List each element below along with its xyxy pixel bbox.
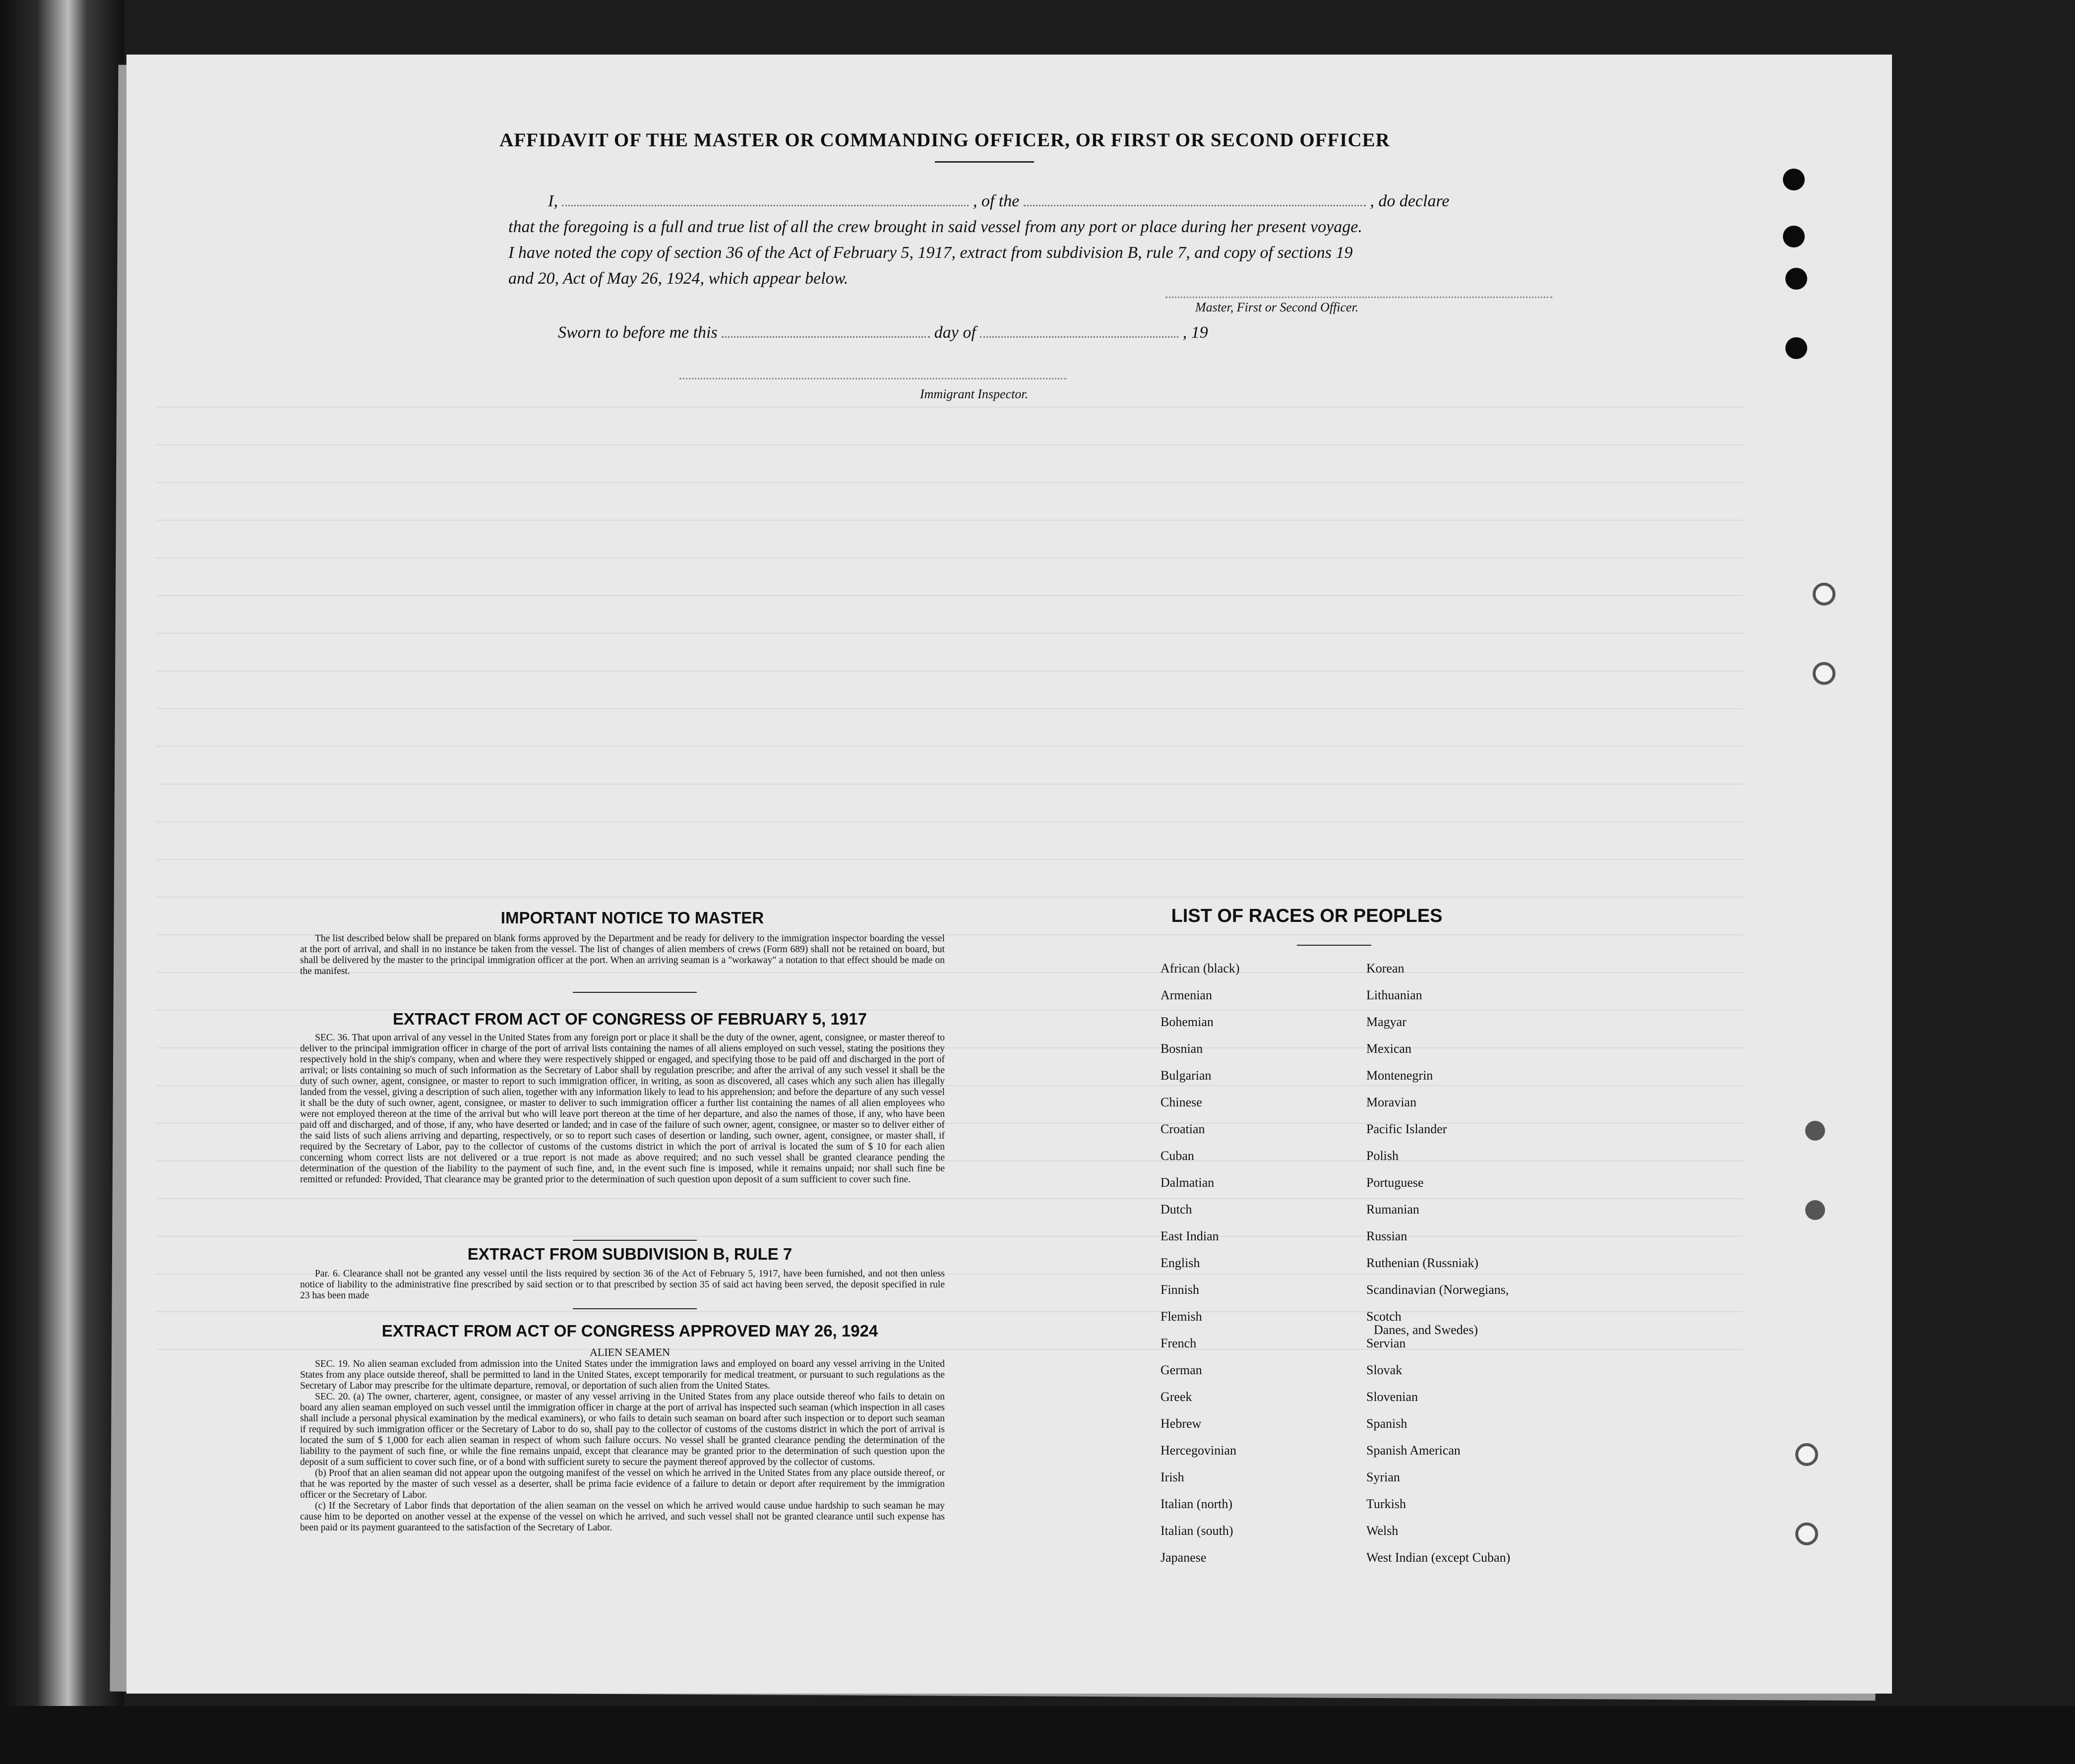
race-item: Bosnian bbox=[1160, 1041, 1203, 1056]
bleed-through-row bbox=[156, 746, 1743, 747]
extract-1924-text bbox=[300, 1359, 945, 1533]
race-item: English bbox=[1160, 1256, 1200, 1270]
bleed-through-row bbox=[156, 670, 1743, 671]
inspector-signature-line[interactable] bbox=[679, 378, 1066, 379]
punch-hole bbox=[1795, 1522, 1818, 1545]
alien-seamen-subtitle: ALIEN SEAMEN bbox=[590, 1346, 670, 1358]
notice-text: The list described below shall be prepared on blank forms approved by the Department and be ready for delivery to the immigration inspector boarding the vessel at the port of arrival, and shall in no instance be taken from the vessel. The list of changes of alien members of crews (Form 689) shall not be retained on board, but shall be delivered by the master to the principal immigration officer at the port. When an arriving seaman is a "workaway" a notation to that effect should be made on the manifest. bbox=[300, 933, 945, 976]
punch-hole bbox=[1805, 1200, 1825, 1220]
race-item: East Indian bbox=[1160, 1229, 1219, 1243]
bleed-through-row bbox=[156, 784, 1743, 785]
race-item: Welsh bbox=[1366, 1523, 1399, 1538]
affidavit-line-2: that the foregoing is a full and true list of all the crew brought in said vessel from any port or place during her present voyage. bbox=[508, 218, 1362, 236]
race-item: Spanish American bbox=[1366, 1443, 1461, 1458]
sworn-month-field[interactable] bbox=[980, 334, 1178, 338]
scan-border-left bbox=[0, 0, 124, 1764]
affidavit-line-4: and 20, Act of May 26, 1924, which appear below. bbox=[508, 269, 849, 288]
punch-hole bbox=[1805, 1121, 1825, 1141]
race-item: Slovenian bbox=[1366, 1390, 1418, 1404]
bleed-through-row bbox=[156, 595, 1743, 596]
punch-hole bbox=[1783, 226, 1805, 247]
bleed-through-row bbox=[156, 821, 1743, 822]
race-item: Hebrew bbox=[1160, 1416, 1202, 1431]
races-left-column bbox=[1160, 962, 1240, 1578]
sec-20a-text: SEC. 20. (a) The owner, charterer, agent, consignee, or master of any vessel arriving in the United States from any place outside thereof who fails to detain on board any alien seaman employed on such vessel until the immigration officer in charge at the port of arrival has inspected such seaman (which inspection in all cases shall include a personal physical examination by the medical examiners), or who fails to detain such seaman on board after such inspection or to deport such seaman if required by such immigration officer or the Secretary of Labor to do so, shall pay to the collector of customs of the customs district in which the port of arrival is located the sum of $ 1,000 for each alien seaman in respect of whom such failure occurs. No vessel shall be granted clearance pending the determination of the liability to the payment of such fine, or while the fine remains unpaid, except that clearance may be granted prior to the determination of such question upon the deposit of a sum sufficient to cover such fine, or of a bond with sufficient surety to secure the payment thereof approved by the collector of customs. bbox=[300, 1392, 945, 1467]
race-item: Ruthenian (Russniak) bbox=[1366, 1256, 1479, 1270]
race-item: Spanish bbox=[1366, 1416, 1407, 1431]
race-item: Dutch bbox=[1160, 1202, 1192, 1217]
inspector-label: Immigrant Inspector. bbox=[920, 387, 1029, 401]
race-item: French bbox=[1160, 1336, 1197, 1350]
punch-hole bbox=[1813, 583, 1835, 606]
punch-hole bbox=[1783, 169, 1805, 190]
sec-20c-text: (c) If the Secretary of Labor finds that deportation of the alien seaman on the vessel on which he arrived would cause undue hardship to such seaman he may cause him to be deported on another vessel at the expense of the vessel on which he arrived, and such vessel shall not be granted clearance until such expense has been paid or its payment guaranteed to the satisfaction of the Secretary of Labor. bbox=[300, 1501, 945, 1533]
bleed-through-row bbox=[156, 444, 1743, 445]
bleed-through-row bbox=[156, 407, 1743, 408]
affidavit-title: AFFIDAVIT OF THE MASTER OR COMMANDING OFFICER, OR FIRST OR SECOND OFFICER bbox=[499, 129, 1390, 151]
title-rule bbox=[935, 161, 1034, 163]
do-declare-label: , do declare bbox=[1370, 192, 1450, 210]
race-item: Slovak bbox=[1366, 1363, 1403, 1377]
races-right-column bbox=[1366, 962, 1510, 1578]
of-the-label: , of the bbox=[973, 192, 1020, 210]
race-item: Finnish bbox=[1160, 1282, 1200, 1297]
race-item: African (black) bbox=[1160, 961, 1240, 975]
race-item: Korean bbox=[1366, 961, 1404, 975]
race-item: Portuguese bbox=[1366, 1175, 1424, 1190]
sworn-label: Sworn to before me this bbox=[558, 323, 718, 342]
race-item: Flemish bbox=[1160, 1309, 1202, 1324]
race-item: Bulgarian bbox=[1160, 1068, 1212, 1083]
punch-hole bbox=[1785, 268, 1807, 290]
notice-title: IMPORTANT NOTICE TO MASTER bbox=[500, 909, 764, 927]
name-field[interactable] bbox=[562, 203, 969, 206]
scan-border-bottom bbox=[0, 1706, 2075, 1764]
race-item: Italian (north) bbox=[1160, 1497, 1233, 1511]
race-item: Magyar bbox=[1366, 1015, 1406, 1029]
race-item: Lithuanian bbox=[1366, 988, 1422, 1002]
punch-hole bbox=[1795, 1443, 1818, 1466]
bleed-through-row bbox=[156, 520, 1743, 521]
race-item: Hercegovinian bbox=[1160, 1443, 1237, 1458]
master-signature-line[interactable] bbox=[1165, 297, 1552, 298]
races-title: LIST OF RACES OR PEOPLES bbox=[1171, 906, 1443, 926]
bleed-through-row bbox=[156, 708, 1743, 709]
race-item: Irish bbox=[1160, 1470, 1184, 1484]
race-item: Moravian bbox=[1366, 1095, 1417, 1109]
race-item: Polish bbox=[1366, 1149, 1399, 1163]
punch-hole bbox=[1813, 662, 1835, 685]
year-label: , 19 bbox=[1182, 323, 1208, 342]
bleed-through-row bbox=[156, 897, 1743, 898]
sec-20b-text: (b) Proof that an alien seaman did not appear upon the outgoing manifest of the vessel on which he arrived in the United States from any place outside thereof, or that he was reported by the master of such vessel as a deserter, shall be prima facie evidence of a failure to detain or deport after requirement by the immigration officer or the Secretary of Labor. bbox=[300, 1468, 945, 1500]
sec-19-text: SEC. 19. No alien seaman excluded from admission into the United States under the immigration laws and employed on board any vessel arriving in the United States from any place outside thereof, shall be permitted to land in the United States, except temporarily for medical treatment, or pursuant to such regulations as the Secretary of Labor may prescribe for the ultimate departure, removal, or deportation of such alien from the United States. bbox=[300, 1359, 945, 1391]
race-item: Cuban bbox=[1160, 1149, 1194, 1163]
affidavit-line-3: I have noted the copy of section 36 of the Act of February 5, 1917, extract from subdivision B, rule 7, and copy of sections 19 bbox=[508, 243, 1353, 262]
sworn-line bbox=[558, 320, 1208, 346]
extract-1924-title: EXTRACT FROM ACT OF CONGRESS APPROVED MAY 26, 1924 bbox=[381, 1322, 878, 1340]
race-item: Scotch bbox=[1366, 1309, 1402, 1324]
race-item: Croatian bbox=[1160, 1122, 1205, 1136]
race-item: Bohemian bbox=[1160, 1015, 1214, 1029]
race-item: Japanese bbox=[1160, 1550, 1207, 1565]
race-item: Armenian bbox=[1160, 988, 1212, 1002]
i-label: I, bbox=[548, 192, 558, 210]
race-item: West Indian (except Cuban) bbox=[1366, 1550, 1511, 1565]
extract-rule7-text: Par. 6. Clearance shall not be granted any vessel until the lists required by section 36 of the Act of February 5, 1917, have been furnished, and not then unless notice of liability to the administrative fine prescribed by said section or to that prescribed by section 35 of said act having been served, the deposit specified in rule 23 has been made bbox=[300, 1269, 945, 1301]
bleed-through-row bbox=[156, 482, 1743, 483]
document-page bbox=[126, 55, 1892, 1694]
divider bbox=[573, 1308, 697, 1309]
extract-1917-text: SEC. 36. That upon arrival of any vessel in the United States from any foreign port or place it shall be the duty of the owner, agent, consignee, or master thereof to deliver to the principal immigration officer in charge of the port of arrival lists containing the names of all aliens employed on such vessel, stating the positions they respectively hold in the ship's company, when and where they were respectively shipped or engaged, and specifying those to be paid off and discharged in the port of arrival; or lists containing so much of such information as the Secretary of Labor shall by regulation prescribe; and after the arrival of any such vessel it shall be the duty of such owner, agent, consignee, or master to report to such immigration officer, in writing, as soon as discovered, all cases which any such alien has illegally landed from the vessel, giving a description of such alien, together with any information likely to lead to his apprehension; and before the departure of any such vessel it shall be the duty of such owner, agent, consignee, or master to deliver to such immigration officer a further list containing the names of all alien employees who were not employed thereon at the time of the arrival but who will leave port thereon at the time of her departure, and also the names of those, if any, who have been paid off and discharged, and of those, if any, who have deserted or landed; and in case of the failure of such owner, agent, consignee, or master so to deliver either of the said lists of such aliens arriving and departing, respectively, or so to report such cases of desertion or landing, such owner, agent, consignee, or master shall, if required by the Secretary of Labor, pay to the collector of customs of the customs district in which the port of arrival is located the sum of $ 10 for each alien concerning whom correct lists are not delivered or a true report is not made as above required; and no such vessel shall be granted clearance pending the determination of the question of the liability to the payment of such fine, and, in the event such fine is imposed, while it remains unpaid; nor shall such fine be remitted or refunded: Provided, That clearance may be granted prior to the determination of such question upon deposit of a sum sufficient to cover such fine. bbox=[300, 1033, 945, 1185]
divider bbox=[573, 992, 697, 993]
divider bbox=[1297, 945, 1371, 946]
race-item: Italian (south) bbox=[1160, 1523, 1233, 1538]
race-item: Russian bbox=[1366, 1229, 1407, 1243]
race-item: Turkish bbox=[1366, 1497, 1406, 1511]
race-item: Rumanian bbox=[1366, 1202, 1419, 1217]
race-item: German bbox=[1160, 1363, 1202, 1377]
race-item: Pacific Islander bbox=[1366, 1122, 1447, 1136]
day-of-label: day of bbox=[934, 323, 976, 342]
race-item: Scandinavian (Norwegians, bbox=[1366, 1282, 1509, 1297]
race-item-continuation: Danes, and Swedes) bbox=[1374, 1323, 1478, 1337]
punch-hole bbox=[1785, 337, 1807, 359]
divider bbox=[573, 1240, 697, 1241]
sworn-day-field[interactable] bbox=[722, 334, 930, 338]
race-item: Greek bbox=[1160, 1390, 1192, 1404]
race-item: Montenegrin bbox=[1366, 1068, 1433, 1083]
race-item: Servian bbox=[1366, 1336, 1406, 1350]
bleed-through-row bbox=[156, 859, 1743, 860]
race-item: Chinese bbox=[1160, 1095, 1202, 1109]
race-item: Mexican bbox=[1366, 1041, 1411, 1056]
master-signature-label: Master, First or Second Officer. bbox=[1195, 300, 1359, 314]
extract-1917-title: EXTRACT FROM ACT OF CONGRESS OF FEBRUARY 5, 1917 bbox=[393, 1010, 867, 1028]
vessel-field[interactable] bbox=[1024, 203, 1366, 206]
bleed-through-row bbox=[156, 557, 1743, 558]
bleed-through-row bbox=[156, 633, 1743, 634]
race-item: Syrian bbox=[1366, 1470, 1400, 1484]
extract-rule7-title: EXTRACT FROM SUBDIVISION B, RULE 7 bbox=[467, 1245, 793, 1263]
race-item: Dalmatian bbox=[1160, 1175, 1215, 1190]
affidavit-body bbox=[508, 188, 1609, 292]
